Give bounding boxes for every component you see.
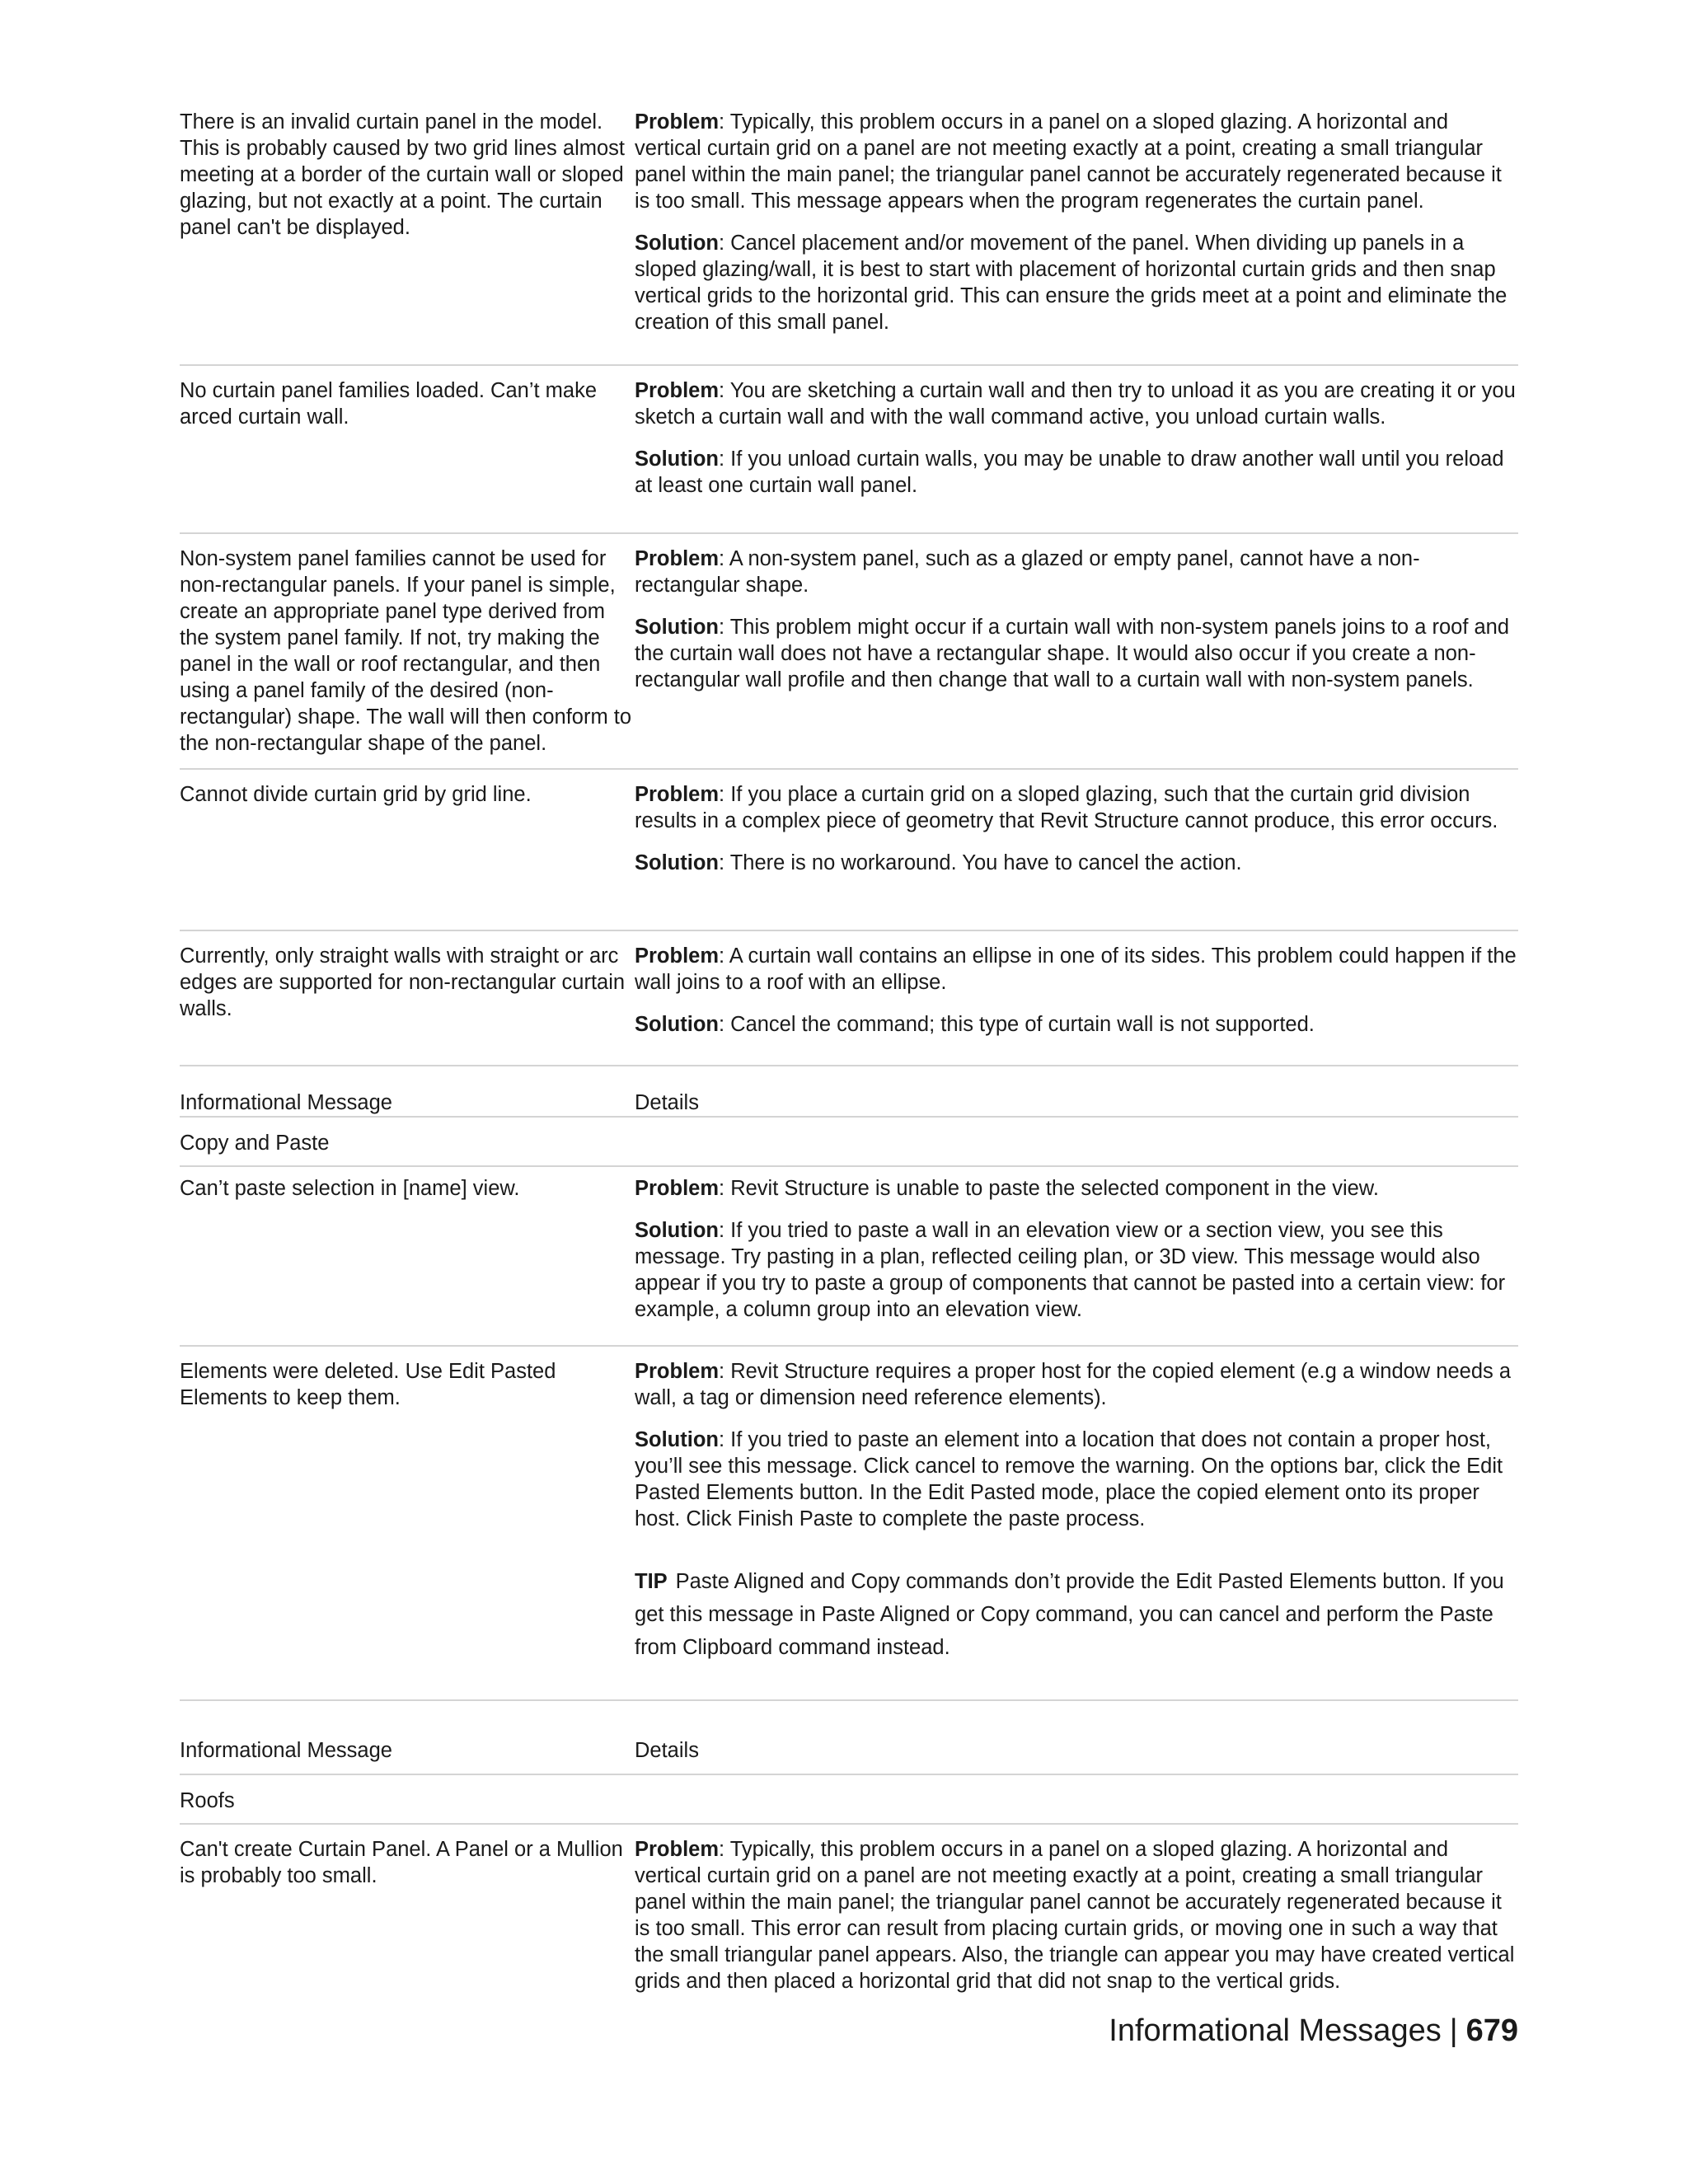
solution-paragraph — [635, 1427, 1518, 1532]
details-cell — [635, 377, 1518, 532]
tip-paragraph — [635, 1565, 1518, 1664]
solution-text: : If you tried to paste an element into a location that does not contain a proper host, you’ll see this message. Click cancel to remove the warning. On the options bar, click the Edit Pasted Elements button. In the Edit Pasted mode, place the copied element onto its proper host. Click Finish Paste to complete the paste process. — [635, 1428, 1503, 1530]
category-label: Copy and Paste — [180, 1132, 330, 1155]
table-row — [180, 1347, 1518, 1701]
solution-label: Solution — [635, 1428, 719, 1451]
table-row — [180, 105, 1518, 366]
page-footer — [1109, 2011, 1518, 2050]
message-text: No curtain panel families loaded. Can’t make arced curtain wall. — [180, 379, 598, 429]
details-cell — [635, 1175, 1518, 1345]
solution-text: : This problem might occur if a curtain wall with non-system panels joins to a roof and the curtain wall does not have a rectangular shape. It would also occur if you create a non-rectangular wall profile and then change that wall to a curtain wall with non-system panels. — [635, 616, 1510, 691]
problem-label: Problem — [635, 1838, 720, 1861]
problem-paragraph — [635, 109, 1518, 214]
problem-text: : A curtain wall contains an ellipse in one of its sides. This problem could happen if the wall joins to a roof with an ellipse. — [635, 944, 1517, 994]
details-cell — [635, 943, 1518, 1065]
column-header-details: Details — [635, 1739, 699, 1762]
solution-label: Solution — [635, 448, 719, 471]
problem-text: : Typically, this problem occurs in a panel on a sloped glazing. A horizontal and vertical curtain grid on a panel are not meeting exactly at a point, creating a small triangular panel within the main panel; the triangular panel cannot be accurately regenerated because it is too small. This error can result from placing curtain grids, or moving one in such a way that the small triangular panel appears. Also, the triangle can appear you may have created vertical grids and then placed a horizontal grid that did not snap to the vertical grids. — [635, 1838, 1515, 1993]
solution-label: Solution — [635, 1219, 719, 1242]
problem-label: Problem — [635, 110, 720, 134]
problem-text: : A non-system panel, such as a glazed or empty panel, cannot have a non-rectangular shape. — [635, 547, 1420, 597]
problem-label: Problem — [635, 783, 720, 806]
problem-paragraph — [635, 1836, 1518, 1994]
table-row — [180, 770, 1518, 931]
problem-paragraph — [635, 546, 1518, 598]
details-cell — [635, 1358, 1518, 1699]
solution-text: : Cancel placement and/or movement of the panel. When dividing up panels in a sloped glazing/wall, it is best to start with placement of horizontal curtain grids and then snap vertical grids to the horizontal grid. This can ensure the grids meet at a point and eliminate the creation of this small panel. — [635, 232, 1507, 334]
problem-label: Problem — [635, 944, 720, 968]
problem-text: : Revit Structure requires a proper host for the copied element (e.g a window needs a wall, a tag or dimension need reference elements). — [635, 1360, 1512, 1409]
problem-text: : If you place a curtain grid on a sloped glazing, such that the curtain grid division results in a complex piece of geometry that Revit Structure cannot produce, this error occurs. — [635, 783, 1498, 832]
details-cell — [635, 781, 1518, 930]
table-header-row — [180, 1066, 1518, 1118]
solution-label: Solution — [635, 851, 719, 874]
footer-separator: | — [1449, 2013, 1458, 2048]
footer-section-title: Informational Messages — [1109, 2013, 1442, 2048]
page-number: 679 — [1465, 2013, 1518, 2048]
solution-label: Solution — [635, 1013, 719, 1036]
message-text: Currently, only straight walls with straight or arc edges are supported for non-rectangular curtain walls. — [180, 944, 626, 1020]
problem-label: Problem — [635, 1360, 720, 1383]
message-text: Cannot divide curtain grid by grid line. — [180, 783, 532, 806]
details-cell — [635, 1836, 1518, 2010]
problem-paragraph — [635, 377, 1518, 430]
problem-text: : You are sketching a curtain wall and then try to unload it as you are creating it or you sketch a curtain wall and with the wall command active, you unload curtain walls. — [635, 379, 1516, 429]
message-text: Non-system panel families cannot be used for non-rectangular panels. If your panel is simple, create an appropriate panel type derived from the system panel family. If not, try making the panel in the wall or roof rectangular, and then using a panel family of the desired (non-rectangular) shape. The wall will then conform to the non-rectangular shape of the panel. — [180, 547, 632, 755]
category-label: Roofs — [180, 1789, 235, 1812]
table-row — [180, 534, 1518, 770]
problem-paragraph — [635, 1175, 1518, 1202]
message-text: Can't create Curtain Panel. A Panel or a Mullion is probably too small. — [180, 1838, 623, 1887]
category-row — [180, 1118, 1518, 1167]
solution-text: : If you tried to paste a wall in an elevation view or a section view, you see this message. Try pasting in a plan, reflected ceiling plan, or 3D view. This message would also appear if you try to paste a group of components that cannot be pasted into a certain view: for example, a column group into an elevation view. — [635, 1219, 1506, 1321]
solution-text: : If you unload curtain walls, you may be unable to draw another wall until you reload at least one curtain wall panel. — [635, 448, 1504, 497]
table-row — [180, 1167, 1518, 1347]
solution-label: Solution — [635, 616, 719, 639]
solution-paragraph — [635, 230, 1518, 335]
problem-label: Problem — [635, 547, 720, 570]
solution-text: : Cancel the command; this type of curtain wall is not supported. — [718, 1013, 1315, 1036]
problem-text: : Revit Structure is unable to paste the selected component in the view. — [719, 1177, 1379, 1200]
column-header-message: Informational Message — [180, 1091, 392, 1114]
problem-label: Problem — [635, 1177, 720, 1200]
problem-text: : Typically, this problem occurs in a panel on a sloped glazing. A horizontal and vertical curtain grid on a panel are not meeting exactly at a point, creating a small triangular panel within the main panel; the triangular panel cannot be accurately regenerated because it is too small. This message appears when the program regenerates the curtain panel. — [635, 110, 1502, 213]
problem-paragraph — [635, 1358, 1518, 1411]
table-header-row — [180, 1701, 1518, 1775]
problem-label: Problem — [635, 379, 720, 402]
page-content — [180, 105, 1518, 2010]
solution-paragraph — [635, 614, 1518, 693]
problem-paragraph — [635, 943, 1518, 996]
column-header-message: Informational Message — [180, 1739, 392, 1762]
tip-text: Paste Aligned and Copy commands don’t provide the Edit Pasted Elements button. If you get this message in Paste Aligned or Copy command, you can cancel and perform the Paste from Clipboard command instead. — [635, 1570, 1504, 1659]
solution-text: : There is no workaround. You have to cancel the action. — [718, 851, 1242, 874]
solution-paragraph — [635, 446, 1518, 499]
solution-paragraph — [635, 850, 1518, 876]
table-row — [180, 366, 1518, 534]
problem-paragraph — [635, 781, 1518, 834]
solution-label: Solution — [635, 232, 719, 255]
solution-paragraph — [635, 1217, 1518, 1323]
message-text: Elements were deleted. Use Edit Pasted Elements to keep them. — [180, 1360, 556, 1409]
details-cell — [635, 546, 1518, 768]
table-row — [180, 1825, 1518, 2010]
table-row — [180, 931, 1518, 1066]
message-text: Can’t paste selection in [name] view. — [180, 1177, 520, 1200]
message-text: There is an invalid curtain panel in the model. This is probably caused by two grid lines almost meeting at a border of the curtain wall or sloped glazing, but not exactly at a point. The curtain panel can't be displayed. — [180, 110, 625, 239]
solution-paragraph — [635, 1011, 1518, 1038]
column-header-details: Details — [635, 1091, 699, 1114]
details-cell — [635, 109, 1518, 364]
category-row — [180, 1775, 1518, 1825]
tip-label: TIP — [635, 1570, 668, 1593]
